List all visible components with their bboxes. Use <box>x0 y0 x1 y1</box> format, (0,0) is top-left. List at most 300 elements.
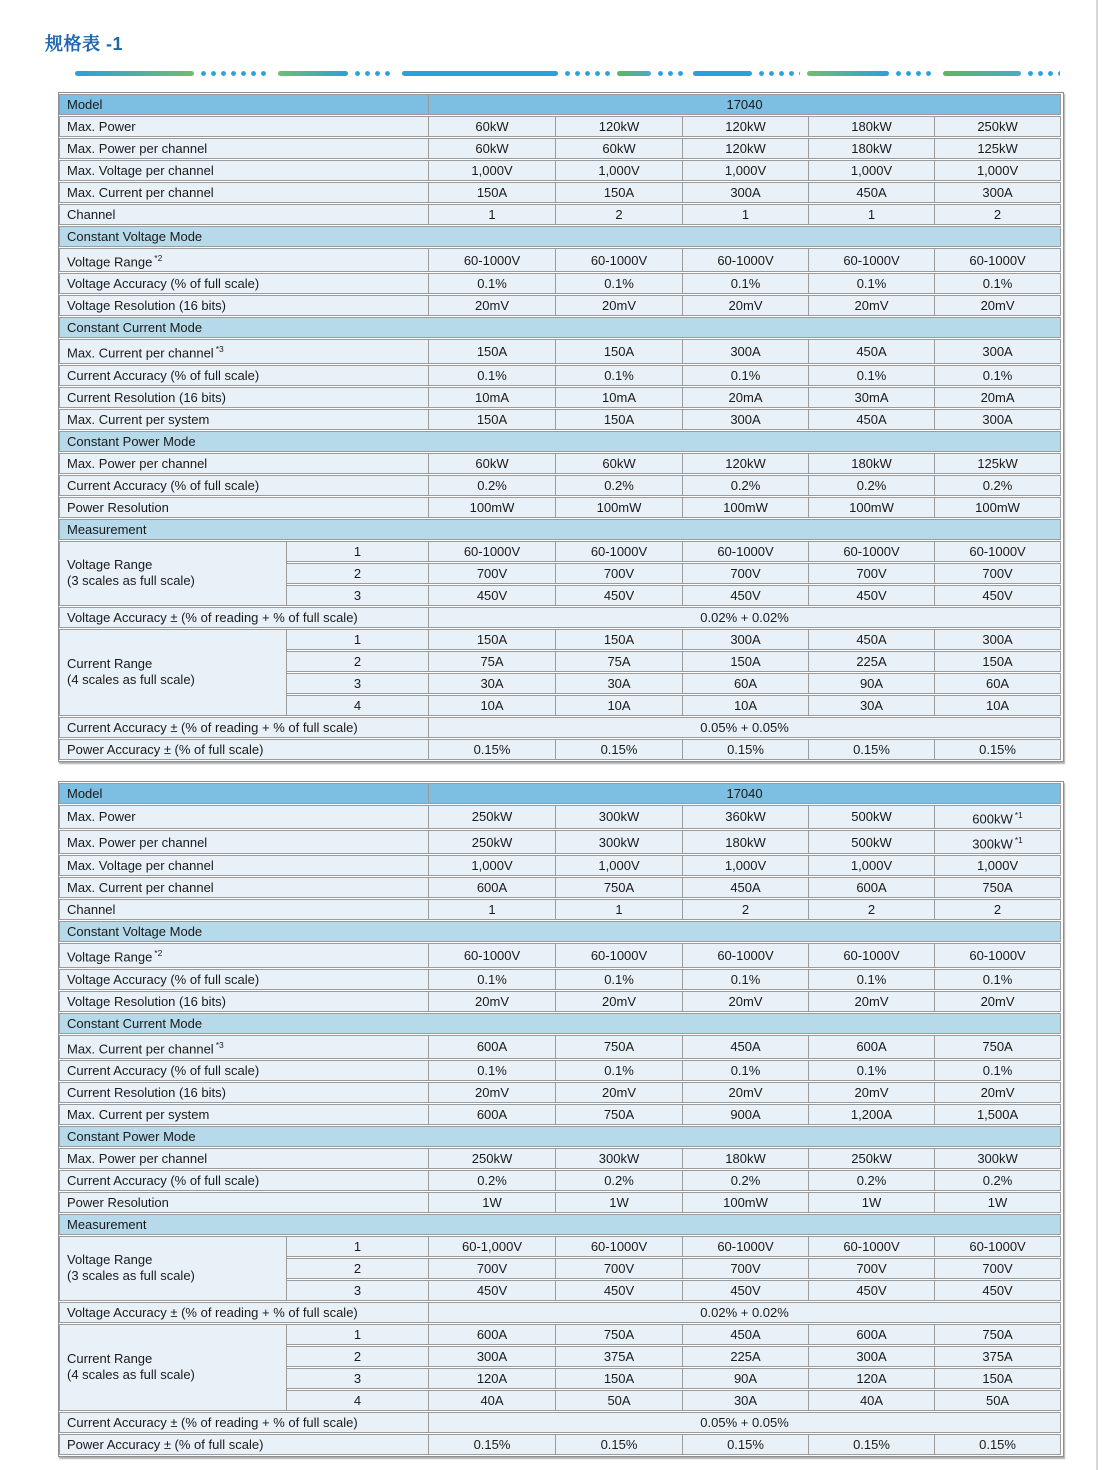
row-label: Max. Current per channel <box>59 877 429 898</box>
table-row <box>59 607 1061 628</box>
cell-value: 60-1000V <box>935 943 1061 967</box>
table-row <box>59 921 1061 942</box>
group-label: Voltage Range <box>67 557 153 573</box>
cell-value: 150A <box>429 339 556 363</box>
table-row <box>59 138 1061 159</box>
cell-value: 300kW <box>935 1148 1061 1169</box>
row-label: Voltage Accuracy (% of full scale) <box>59 969 429 990</box>
cell-value: 0.1% <box>683 969 809 990</box>
cell-value: 60kW <box>429 116 556 137</box>
group-sublabel: (4 scales as full scale) <box>67 672 195 688</box>
cell-value: 40A <box>809 1390 935 1411</box>
cell-value: 120kW <box>683 116 809 137</box>
cell-value: 60-1000V <box>683 248 809 272</box>
cell-value: 60-1000V <box>556 1236 683 1257</box>
row-label: Power Accuracy ± (% of full scale) <box>59 739 429 760</box>
table-row <box>59 783 1061 804</box>
group-label: Current Range <box>67 656 153 672</box>
table-row <box>59 1214 1061 1235</box>
row-label: Max. Power per channel <box>59 453 429 474</box>
table-row <box>59 1104 1061 1125</box>
cell-value: 10mA <box>429 387 556 408</box>
row-label: Channel <box>59 204 429 225</box>
group-sublabel: (3 scales as full scale) <box>67 1268 195 1284</box>
cell-value: 250kW <box>429 830 556 854</box>
cell-value: 0.2% <box>556 475 683 496</box>
cell-value: 60-1000V <box>556 943 683 967</box>
row-label <box>59 541 287 606</box>
cell-value: 100mW <box>556 497 683 518</box>
table-row <box>59 739 1061 760</box>
table-row <box>59 1412 1061 1433</box>
cell-value: 60A <box>683 673 809 694</box>
row-label: Max. Voltage per channel <box>59 855 429 876</box>
cell-value: 600A <box>429 1324 556 1345</box>
cell-value: 150A <box>935 1368 1061 1389</box>
divider-dots <box>201 71 271 76</box>
table-row <box>59 248 1061 272</box>
row-label: Current Resolution (16 bits) <box>59 1082 429 1103</box>
cell-value: 60kW <box>429 453 556 474</box>
row-label: Current Accuracy ± (% of reading + % of full scale) <box>59 717 429 738</box>
cell-value: 10A <box>683 695 809 716</box>
row-label: Voltage Range $^{*2}$ <box>59 943 429 967</box>
row-label: Max. Power <box>59 805 429 829</box>
model-value: 17040 <box>429 94 1061 115</box>
table-row <box>59 1236 1061 1257</box>
cell-value: 2 <box>935 204 1061 225</box>
divider-bar <box>402 71 558 76</box>
cell-value: 1 <box>556 899 683 920</box>
table-row <box>59 94 1061 115</box>
cell-value: 2 <box>556 204 683 225</box>
row-label: Voltage Range $^{*2}$ <box>59 248 429 272</box>
table-row <box>59 943 1061 967</box>
cell-value: 600A <box>809 1324 935 1345</box>
spec-tables-container <box>58 92 1064 1457</box>
cell-value: 0.2% <box>935 1170 1061 1191</box>
table-row <box>59 226 1061 247</box>
cell-value: 0.1% <box>429 969 556 990</box>
row-label: Max. Current per channel $^{*3}$ <box>59 339 429 363</box>
scale-index: 3 <box>287 1280 429 1301</box>
table-row <box>59 855 1061 876</box>
cell-value: 50A <box>935 1390 1061 1411</box>
cell-value: 120A <box>429 1368 556 1389</box>
cell-value: 250kW <box>809 1148 935 1169</box>
cell-value: 300A <box>683 409 809 430</box>
cell-value: 500kW <box>809 830 935 854</box>
cell-value: 60-1,000V <box>429 1236 556 1257</box>
row-label: Power Accuracy ± (% of full scale) <box>59 1434 429 1455</box>
cell-value: 30A <box>809 695 935 716</box>
cell-value: 150A <box>556 1368 683 1389</box>
footnote-marker: *1 <box>1014 809 1023 820</box>
model-value: 17040 <box>429 783 1061 804</box>
cell-value: 0.1% <box>683 273 809 294</box>
section-header: Measurement <box>59 519 1061 540</box>
cell-value: 125kW <box>935 453 1061 474</box>
cell-value: 0.15% <box>556 739 683 760</box>
cell-value: 750A <box>556 1324 683 1345</box>
cell-value: 750A <box>556 877 683 898</box>
cell-value: 250kW <box>429 1148 556 1169</box>
cell-value: 20mV <box>809 1082 935 1103</box>
cell-value: 100mW <box>809 497 935 518</box>
cell-value: 1,000V <box>429 855 556 876</box>
table-row <box>59 1060 1061 1081</box>
cell-value: 20mV <box>809 991 935 1012</box>
row-label: Max. Current per channel $^{*3}$ <box>59 1035 429 1059</box>
cell-value: 0.1% <box>683 365 809 386</box>
cell-value: 300A <box>683 629 809 650</box>
cell-value: 20mV <box>935 1082 1061 1103</box>
row-label: Current Accuracy (% of full scale) <box>59 475 429 496</box>
cell-value: 250kW <box>429 805 556 829</box>
cell-value: 60-1000V <box>935 248 1061 272</box>
row-label: Channel <box>59 899 429 920</box>
cell-value: 60-1000V <box>809 248 935 272</box>
cell-value: 1,500A <box>935 1104 1061 1125</box>
cell-value: 750A <box>935 1035 1061 1059</box>
cell-value: 50A <box>556 1390 683 1411</box>
table-row <box>59 830 1061 854</box>
cell-value: 0.2% <box>429 475 556 496</box>
divider-bar <box>617 71 651 76</box>
cell-value: 125kW <box>935 138 1061 159</box>
cell-value: 450A <box>809 409 935 430</box>
cell-value: 20mV <box>429 1082 556 1103</box>
cell-value: 300kW <box>556 1148 683 1169</box>
cell-value: 60-1000V <box>809 541 935 562</box>
cell-value: 180kW <box>809 138 935 159</box>
row-label: Max. Power per channel <box>59 830 429 854</box>
page-edge-line <box>1096 0 1098 1470</box>
row-label: Current Accuracy (% of full scale) <box>59 365 429 386</box>
spec-table-1-wrapper <box>58 92 1064 762</box>
table-row <box>59 1126 1061 1147</box>
cell-value: 1,000V <box>935 160 1061 181</box>
cell-value: 700V <box>683 563 809 584</box>
cell-value: 450A <box>683 1324 809 1345</box>
section-header: Constant Voltage Mode <box>59 921 1061 942</box>
divider-bar <box>278 71 348 76</box>
cell-value: 1 <box>429 899 556 920</box>
scale-index: 2 <box>287 1258 429 1279</box>
cell-value: 450V <box>683 585 809 606</box>
scale-index: 3 <box>287 673 429 694</box>
cell-value: 750A <box>556 1035 683 1059</box>
cell-value: 450V <box>809 585 935 606</box>
row-label <box>59 1324 287 1411</box>
cell-value: 60-1000V <box>809 1236 935 1257</box>
cell-value: 0.1% <box>556 1060 683 1081</box>
spec-table-2 <box>59 782 1061 1456</box>
cell-value: 150A <box>429 629 556 650</box>
group-sublabel: (4 scales as full scale) <box>67 1367 195 1383</box>
section-header: Constant Power Mode <box>59 431 1061 452</box>
cell-value: 20mV <box>935 295 1061 316</box>
scale-index: 2 <box>287 563 429 584</box>
cell-value: 0.05% + 0.05% <box>429 1412 1061 1433</box>
cell-value: 120kW <box>683 138 809 159</box>
cell-value: 0.1% <box>935 1060 1061 1081</box>
cell-value: 0.15% <box>683 1434 809 1455</box>
decorative-divider <box>75 70 1060 76</box>
table-row <box>59 1170 1061 1191</box>
table-row <box>59 541 1061 562</box>
cell-value: 450V <box>429 585 556 606</box>
divider-dots <box>759 71 800 76</box>
table-row <box>59 1192 1061 1213</box>
table-row <box>59 1148 1061 1169</box>
cell-value: 0.2% <box>809 475 935 496</box>
cell-value: 150A <box>935 651 1061 672</box>
cell-value: 100mW <box>683 497 809 518</box>
row-label: Voltage Accuracy ± (% of reading + % of full scale) <box>59 1302 429 1323</box>
table-row <box>59 1434 1061 1455</box>
cell-value: 20mV <box>556 295 683 316</box>
model-label: Model <box>59 94 429 115</box>
table-row <box>59 1324 1061 1345</box>
cell-value: 2 <box>935 899 1061 920</box>
cell-value: 20mV <box>935 991 1061 1012</box>
cell-value: 600kW $^{*1}$ <box>935 805 1061 829</box>
cell-value: 0.15% <box>429 739 556 760</box>
cell-value: 0.1% <box>935 273 1061 294</box>
scale-index: 1 <box>287 629 429 650</box>
spec-table-2-wrapper <box>58 781 1064 1457</box>
cell-value: 1,000V <box>556 855 683 876</box>
cell-value: 450A <box>683 877 809 898</box>
footnote-marker: *3 <box>215 344 224 355</box>
cell-value: 1,000V <box>809 160 935 181</box>
cell-value: 300A <box>683 182 809 203</box>
cell-value: 180kW <box>683 830 809 854</box>
cell-value: 20mA <box>935 387 1061 408</box>
cell-value: 450V <box>556 1280 683 1301</box>
cell-value: 300A <box>935 339 1061 363</box>
cell-value: 30A <box>556 673 683 694</box>
table-row <box>59 116 1061 137</box>
cell-value: 180kW <box>809 116 935 137</box>
cell-value: 0.2% <box>683 475 809 496</box>
divider-dots <box>658 71 686 76</box>
group-label: Voltage Range <box>67 1252 153 1268</box>
cell-value: 700V <box>935 563 1061 584</box>
cell-value: 60-1000V <box>935 1236 1061 1257</box>
row-label: Max. Power <box>59 116 429 137</box>
cell-value: 150A <box>556 339 683 363</box>
cell-value: 0.15% <box>809 739 935 760</box>
cell-value: 450A <box>809 339 935 363</box>
cell-value: 120kW <box>556 116 683 137</box>
table-row <box>59 295 1061 316</box>
cell-value: 60kW <box>429 138 556 159</box>
cell-value: 60-1000V <box>429 943 556 967</box>
cell-value: 30mA <box>809 387 935 408</box>
cell-value: 1,000V <box>809 855 935 876</box>
divider-dots <box>565 71 610 76</box>
cell-value: 225A <box>809 651 935 672</box>
row-label: Voltage Resolution (16 bits) <box>59 991 429 1012</box>
cell-value: 60-1000V <box>429 248 556 272</box>
cell-value: 450V <box>935 585 1061 606</box>
cell-value: 0.1% <box>809 273 935 294</box>
section-header: Constant Voltage Mode <box>59 226 1061 247</box>
cell-value: 150A <box>556 629 683 650</box>
scale-index: 4 <box>287 1390 429 1411</box>
scale-index: 1 <box>287 1324 429 1345</box>
cell-value: 450A <box>809 182 935 203</box>
table-row <box>59 519 1061 540</box>
cell-value: 60kW <box>556 453 683 474</box>
cell-value: 90A <box>809 673 935 694</box>
cell-value: 0.1% <box>683 1060 809 1081</box>
cell-value: 300A <box>935 629 1061 650</box>
cell-value: 600A <box>809 1035 935 1059</box>
cell-value: 10A <box>935 695 1061 716</box>
cell-value: 60-1000V <box>809 943 935 967</box>
table-row <box>59 877 1061 898</box>
footnote-marker: *2 <box>154 253 163 263</box>
cell-value: 300kW $^{*1}$ <box>935 830 1061 854</box>
cell-value: 0.15% <box>683 739 809 760</box>
table-row <box>59 317 1061 338</box>
table-row <box>59 273 1061 294</box>
row-label: Max. Voltage per channel <box>59 160 429 181</box>
cell-value: 150A <box>556 182 683 203</box>
cell-value: 60-1000V <box>556 248 683 272</box>
cell-value: 600A <box>809 877 935 898</box>
table-row <box>59 160 1061 181</box>
table-row <box>59 1302 1061 1323</box>
row-label: Voltage Accuracy ± (% of reading + % of full scale) <box>59 607 429 628</box>
cell-value: 500kW <box>809 805 935 829</box>
divider-bar <box>943 71 1021 76</box>
table-row <box>59 204 1061 225</box>
cell-value: 180kW <box>809 453 935 474</box>
cell-value: 300A <box>809 1346 935 1367</box>
cell-value: 20mV <box>683 295 809 316</box>
table-row <box>59 387 1061 408</box>
cell-value: 20mV <box>556 1082 683 1103</box>
page-title: 规格表 -1 <box>45 34 124 54</box>
cell-value: 20mA <box>683 387 809 408</box>
cell-value: 0.1% <box>429 365 556 386</box>
cell-value: 450V <box>683 1280 809 1301</box>
footnote-marker: *2 <box>154 948 163 959</box>
cell-value: 600A <box>429 1035 556 1059</box>
divider-dots <box>1028 71 1060 76</box>
cell-value: 750A <box>556 1104 683 1125</box>
cell-value: 0.2% <box>809 1170 935 1191</box>
cell-value: 0.2% <box>683 1170 809 1191</box>
group-label: Current Range <box>67 1351 153 1367</box>
cell-value: 1,000V <box>556 160 683 181</box>
row-label: Max. Current per channel <box>59 182 429 203</box>
scale-index: 1 <box>287 541 429 562</box>
cell-value: 150A <box>429 182 556 203</box>
cell-value: 300kW <box>556 805 683 829</box>
cell-value: 60-1000V <box>935 541 1061 562</box>
cell-value: 300A <box>429 1346 556 1367</box>
row-label: Voltage Accuracy (% of full scale) <box>59 273 429 294</box>
cell-value: 0.1% <box>935 365 1061 386</box>
cell-value: 1W <box>429 1192 556 1213</box>
section-header: Constant Power Mode <box>59 1126 1061 1147</box>
cell-value: 1,000V <box>429 160 556 181</box>
table-row <box>59 339 1061 363</box>
row-label: Power Resolution <box>59 1192 429 1213</box>
cell-value: 0.02% + 0.02% <box>429 1302 1061 1323</box>
divider-dots <box>355 71 395 76</box>
cell-value: 2 <box>809 899 935 920</box>
table-row <box>59 453 1061 474</box>
row-label: Power Resolution <box>59 497 429 518</box>
cell-value: 450V <box>429 1280 556 1301</box>
cell-value: 700V <box>429 563 556 584</box>
table-row <box>59 991 1061 1012</box>
scale-index: 2 <box>287 651 429 672</box>
cell-value: 0.1% <box>809 969 935 990</box>
row-label: Max. Current per system <box>59 1104 429 1125</box>
cell-value: 75A <box>556 651 683 672</box>
cell-value: 120kW <box>683 453 809 474</box>
cell-value: 300kW <box>556 830 683 854</box>
cell-value: 40A <box>429 1390 556 1411</box>
section-header: Constant Current Mode <box>59 317 1061 338</box>
row-label: Current Accuracy (% of full scale) <box>59 1060 429 1081</box>
cell-value: 180kW <box>683 1148 809 1169</box>
table-row <box>59 475 1061 496</box>
cell-value: 10mA <box>556 387 683 408</box>
cell-value: 1,000V <box>683 855 809 876</box>
row-label: Max. Power per channel <box>59 138 429 159</box>
cell-value: 60-1000V <box>683 943 809 967</box>
cell-value: 60-1000V <box>556 541 683 562</box>
table-row <box>59 365 1061 386</box>
cell-value: 0.02% + 0.02% <box>429 607 1061 628</box>
cell-value: 20mV <box>683 1082 809 1103</box>
table-row <box>59 1035 1061 1059</box>
cell-value: 0.1% <box>429 273 556 294</box>
cell-value: 1W <box>809 1192 935 1213</box>
table-row <box>59 629 1061 650</box>
cell-value: 0.15% <box>809 1434 935 1455</box>
cell-value: 20mV <box>429 295 556 316</box>
cell-value: 1W <box>556 1192 683 1213</box>
cell-value: 1,200A <box>809 1104 935 1125</box>
cell-value: 1,000V <box>683 160 809 181</box>
cell-value: 700V <box>556 1258 683 1279</box>
cell-value: 0.15% <box>935 1434 1061 1455</box>
spec-table-1 <box>59 93 1061 761</box>
cell-value: 450A <box>809 629 935 650</box>
cell-value: 20mV <box>429 991 556 1012</box>
scale-index: 4 <box>287 695 429 716</box>
cell-value: 0.1% <box>556 365 683 386</box>
table-row <box>59 182 1061 203</box>
row-label: Max. Power per channel <box>59 1148 429 1169</box>
section-header: Measurement <box>59 1214 1061 1235</box>
table-row <box>59 409 1061 430</box>
cell-value: 700V <box>935 1258 1061 1279</box>
row-label <box>59 629 287 716</box>
cell-value: 75A <box>429 651 556 672</box>
cell-value: 600A <box>429 877 556 898</box>
table-row <box>59 899 1061 920</box>
